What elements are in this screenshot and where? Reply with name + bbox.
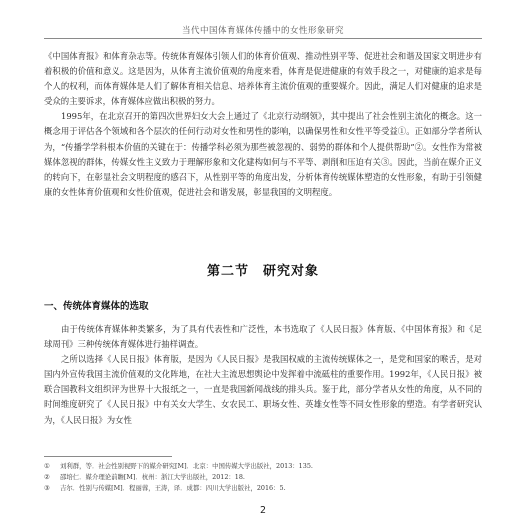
subsection-title: 一、传统体育媒体的选取: [44, 301, 149, 312]
body-text-top: [44, 49, 482, 200]
footnote: [44, 483, 482, 494]
footnote-text: 吉尔．性别与传媒[M]．程丽蓉，王涛，译．成都：四川大学出版社，2016：5.: [60, 484, 286, 492]
paragraph: 《中国体育报》和体育杂志等。传统体育媒体引领人们的体育价值观、推动性别平等、促进社会和谐及国家文明进步有着积极的价值和意义。这是因为，从体育主流价值观的角度来看，体育是促进健康的有效手段之一，对健康的追求是每个人的权利，而体育媒体是人们了解体育相关信息、培养体育主流价值观的重要媒介。因此，满足人们对健康的追求是受众的主要诉求，体育媒体应做出积极的努力。: [44, 51, 482, 107]
page-number: 2: [259, 505, 267, 516]
header-rule: [44, 38, 482, 39]
footnote-mark: ②: [44, 473, 50, 481]
footnote: [44, 461, 482, 472]
running-head: 当代中国体育媒体传播中的女性形象研究: [181, 26, 344, 36]
paragraph: 由于传统体育媒体种类繁多，为了具有代表性和广泛性，本书选取了《人民日报》体育版、《中国体育报》和《足球周刊》三种传统体育媒体进行抽样调查。: [44, 324, 482, 350]
footnote-text: 邵培仁．媒介理论前瞻[M]．杭州：浙江大学出版社，2012：18.: [60, 473, 245, 481]
footnote-text: 刘利群，等．社会性别视野下的媒介研究[M]．北京：中国传媒大学出版社，2013：135.: [60, 462, 313, 470]
footnotes: [44, 461, 482, 494]
paragraph: 之所以选择《人民日报》体育版，是因为《人民日报》是我国权威的主流传统媒体之一，是党和国家的喉舌，是对国内外宣传我国主流价值观的文化阵地，在社大主流思想舆论中发挥着中流砥柱的重要作用。1992年，《人民日报》被联合国教科文组织评为世界十大报纸之一，一直是我国新闻战线的排头兵。鉴于此，部分学者从女性的角度，从不同的时间维度研究了《人民日报》中有关女大学生、女农民工、职场女性、英雄女性等不同女性形象的塑造。有学者研究认为，《人民日报》为女性: [44, 354, 482, 425]
footnote-mark: ①: [44, 462, 50, 470]
footnote-rule: [44, 456, 172, 457]
book-page: [44, 0, 482, 520]
paragraph: 1995年，在北京召开的第四次世界妇女大会上通过了《北京行动纲领》，其中提出了社会性别主流化的概念。这一概念用于评估各个领域和各个层次的任何行动对女性和男性的影响，以确保男性和女性平等受益①。正如部分学者所认为，“传播学学科根本价值的关键在于：传播学科必须为那些被忽视的、弱势的群体和个人提供帮助”②。女性作为常被媒体忽视的群体，传媒女性主义致力于理解形象和文化建构如何与不平等、剥削和压迫有关③。因此，当前在媒介正义的转向下，在彰显社会文明程度的感召下，从性别平等的角度出发，分析体育传统媒体塑造的女性形象，有助于引领健康的女性体育价值观和女性价值观，促进社会和谐发展，彰显我国的文明程度。: [44, 111, 482, 197]
section-title: 第二节 研究对象: [206, 264, 319, 279]
body-text-bottom: [44, 322, 482, 428]
footnote-mark: ③: [44, 484, 50, 492]
footnote: [44, 472, 482, 483]
